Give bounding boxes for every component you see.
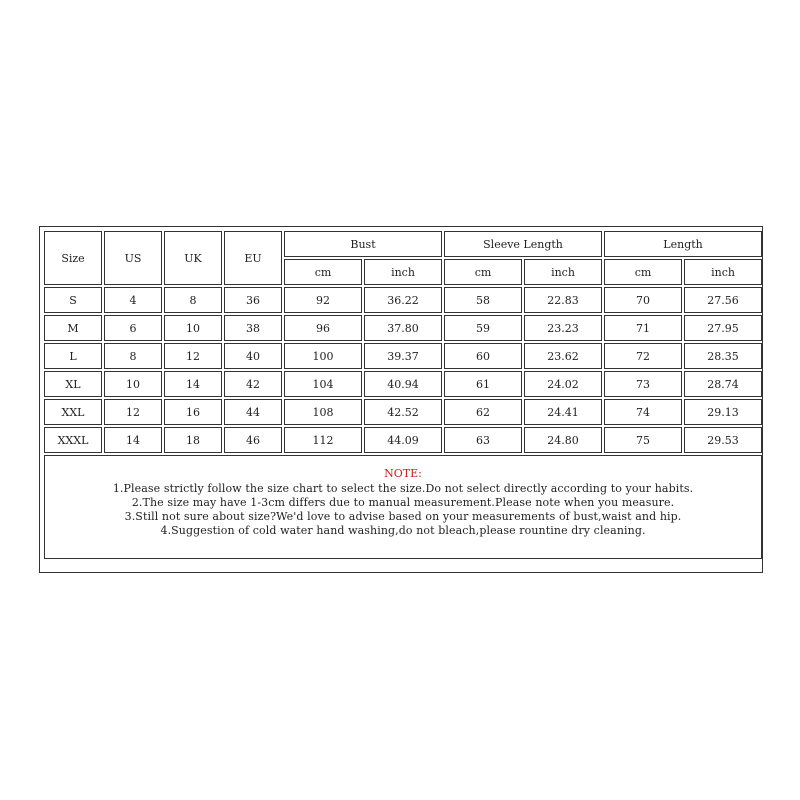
cell-sleeve-cm: 58 xyxy=(444,287,522,313)
cell-bust-cm: 92 xyxy=(284,287,362,313)
cell-eu: 42 xyxy=(224,371,282,397)
cell-size: L xyxy=(44,343,102,369)
header-length-cm: cm xyxy=(604,259,682,285)
cell-sleeve-cm: 63 xyxy=(444,427,522,453)
cell-bust-cm: 104 xyxy=(284,371,362,397)
header-row-1 xyxy=(44,231,762,257)
header-bust: Bust xyxy=(284,231,442,257)
header-size: Size xyxy=(44,231,102,285)
cell-eu: 40 xyxy=(224,343,282,369)
cell-bust-inch: 36.22 xyxy=(364,287,442,313)
cell-us: 4 xyxy=(104,287,162,313)
cell-bust-cm: 112 xyxy=(284,427,362,453)
cell-length-inch: 28.35 xyxy=(684,343,762,369)
cell-sleeve-cm: 59 xyxy=(444,315,522,341)
table-row xyxy=(44,427,762,453)
cell-sleeve-inch: 23.23 xyxy=(524,315,602,341)
cell-length-inch: 29.13 xyxy=(684,399,762,425)
header-bust-inch: inch xyxy=(364,259,442,285)
size-table xyxy=(42,229,764,561)
cell-uk: 8 xyxy=(164,287,222,313)
table-row xyxy=(44,287,762,313)
cell-size: XXXL xyxy=(44,427,102,453)
cell-sleeve-inch: 24.80 xyxy=(524,427,602,453)
header-length-inch: inch xyxy=(684,259,762,285)
cell-size: S xyxy=(44,287,102,313)
header-eu: EU xyxy=(224,231,282,285)
cell-bust-inch: 42.52 xyxy=(364,399,442,425)
cell-sleeve-inch: 22.83 xyxy=(524,287,602,313)
cell-uk: 12 xyxy=(164,343,222,369)
table-row xyxy=(44,371,762,397)
note-section xyxy=(44,455,762,559)
cell-length-inch: 29.53 xyxy=(684,427,762,453)
cell-length-inch: 27.56 xyxy=(684,287,762,313)
header-sleeve-inch: inch xyxy=(524,259,602,285)
cell-us: 14 xyxy=(104,427,162,453)
header-uk: UK xyxy=(164,231,222,285)
cell-sleeve-cm: 61 xyxy=(444,371,522,397)
cell-eu: 46 xyxy=(224,427,282,453)
cell-length-inch: 27.95 xyxy=(684,315,762,341)
cell-length-cm: 71 xyxy=(604,315,682,341)
note-line-4: 4.Suggestion of cold water hand washing,do not bleach,please rountine dry cleaning. xyxy=(160,524,646,537)
cell-length-cm: 70 xyxy=(604,287,682,313)
cell-sleeve-cm: 60 xyxy=(444,343,522,369)
cell-us: 12 xyxy=(104,399,162,425)
cell-sleeve-inch: 24.02 xyxy=(524,371,602,397)
table-row xyxy=(44,343,762,369)
cell-size: XL xyxy=(44,371,102,397)
cell-eu: 38 xyxy=(224,315,282,341)
cell-length-inch: 28.74 xyxy=(684,371,762,397)
cell-bust-cm: 96 xyxy=(284,315,362,341)
header-length: Length xyxy=(604,231,762,257)
cell-us: 6 xyxy=(104,315,162,341)
header-bust-cm: cm xyxy=(284,259,362,285)
cell-length-cm: 75 xyxy=(604,427,682,453)
note-line-3: 3.Still not sure about size?We'd love to advise based on your measurements of bust,waist and hip. xyxy=(124,510,682,523)
cell-sleeve-inch: 24.41 xyxy=(524,399,602,425)
note-title: NOTE: xyxy=(384,467,422,480)
cell-uk: 16 xyxy=(164,399,222,425)
note-row xyxy=(44,455,762,559)
cell-eu: 44 xyxy=(224,399,282,425)
cell-us: 8 xyxy=(104,343,162,369)
header-us: US xyxy=(104,231,162,285)
size-chart xyxy=(39,226,763,573)
table-row xyxy=(44,399,762,425)
cell-uk: 10 xyxy=(164,315,222,341)
cell-length-cm: 73 xyxy=(604,371,682,397)
cell-sleeve-cm: 62 xyxy=(444,399,522,425)
cell-sleeve-inch: 23.62 xyxy=(524,343,602,369)
cell-bust-inch: 37.80 xyxy=(364,315,442,341)
cell-bust-cm: 100 xyxy=(284,343,362,369)
cell-length-cm: 74 xyxy=(604,399,682,425)
cell-size: M xyxy=(44,315,102,341)
cell-bust-inch: 44.09 xyxy=(364,427,442,453)
cell-us: 10 xyxy=(104,371,162,397)
note-line-1: 1.Please strictly follow the size chart to select the size.Do not select directly according to your habits. xyxy=(112,482,694,495)
cell-size: XXL xyxy=(44,399,102,425)
cell-length-cm: 72 xyxy=(604,343,682,369)
header-sleeve-length: Sleeve Length xyxy=(444,231,602,257)
cell-uk: 14 xyxy=(164,371,222,397)
cell-uk: 18 xyxy=(164,427,222,453)
cell-bust-cm: 108 xyxy=(284,399,362,425)
header-sleeve-cm: cm xyxy=(444,259,522,285)
cell-eu: 36 xyxy=(224,287,282,313)
cell-bust-inch: 40.94 xyxy=(364,371,442,397)
table-row xyxy=(44,315,762,341)
cell-bust-inch: 39.37 xyxy=(364,343,442,369)
note-line-2: 2.The size may have 1-3cm differs due to manual measurement.Please note when you measure. xyxy=(131,496,675,509)
